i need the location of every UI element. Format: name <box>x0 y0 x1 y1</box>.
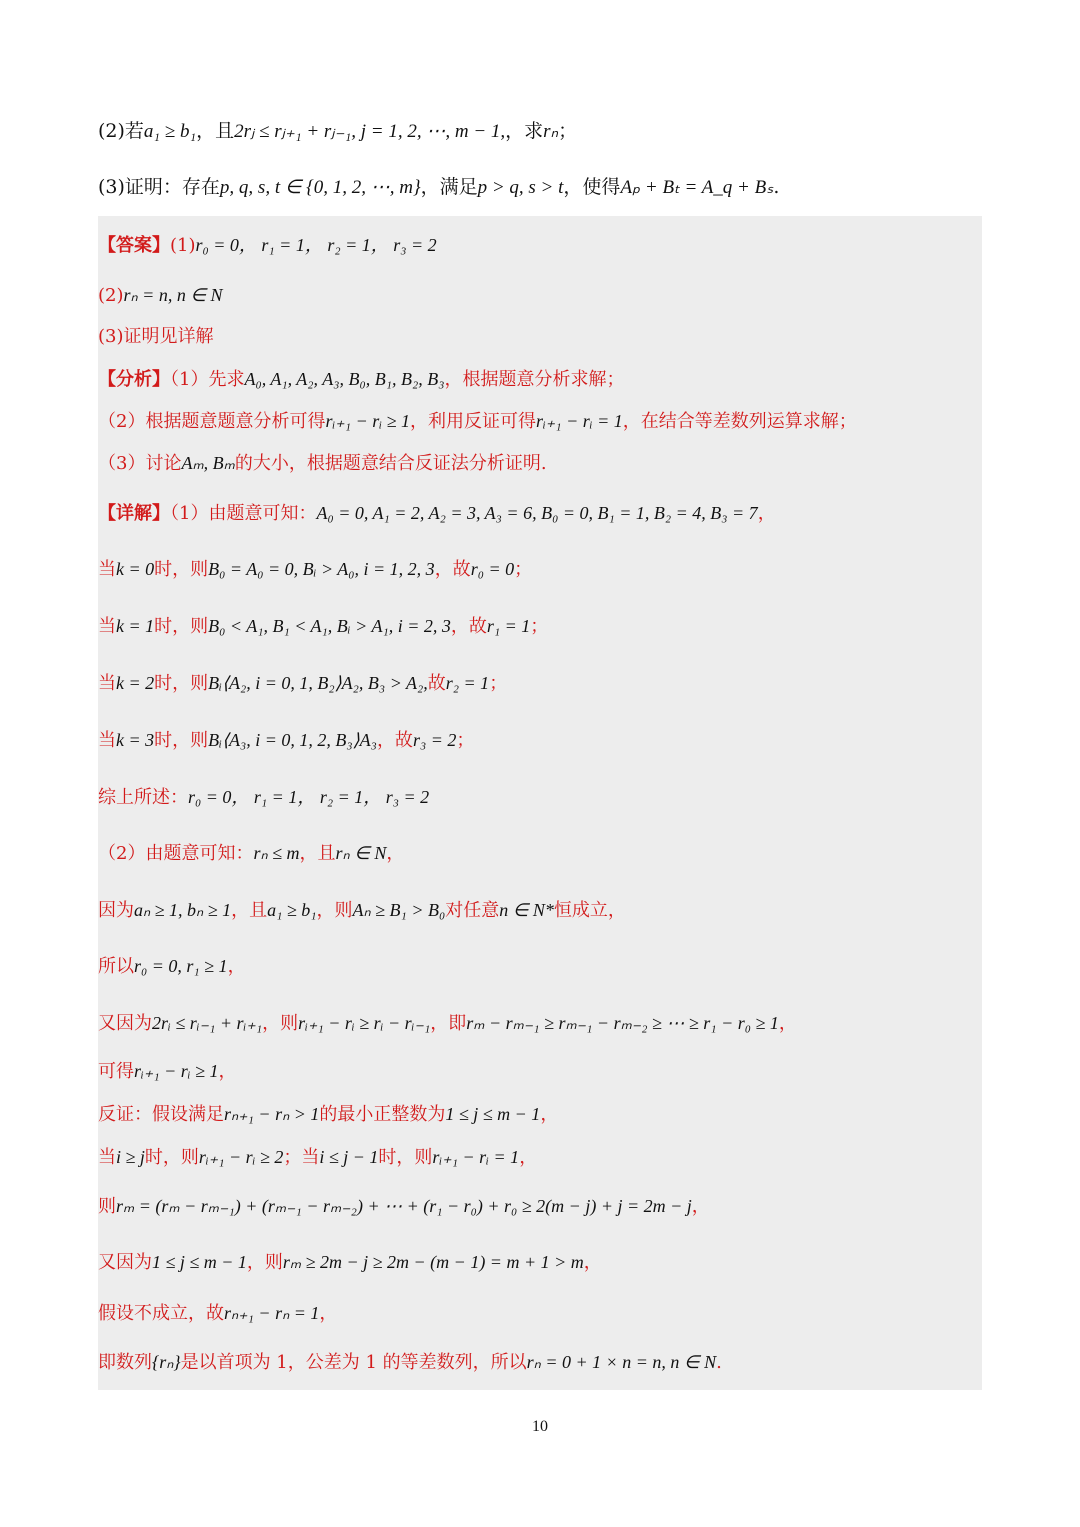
page-number: 10 <box>532 1418 548 1435</box>
answer-line-2: (2)rₙ = n, n ∈ N <box>98 285 223 306</box>
detail-when: 当i ≥ j时，则rᵢ₊₁ − rᵢ ≥ 2；当i ≤ j − 1时，则rᵢ₊₁ − rᵢ = 1， <box>98 1147 538 1168</box>
detail-k2: 当k = 2时，则Bᵢ⟨A₂, i = 0, 1, B₂⟩A₂, B₃ > A₂,故r₂ = 1； <box>98 673 508 694</box>
analysis-line-1: 【分析】（1）先求A₀, A₁, A₂, A₃, B₀, B₁, B₂, B₃，根据题意分析求解； <box>98 369 625 390</box>
answer-line-3: (3)证明见详解 <box>98 326 214 347</box>
detail-again: 又因为2rᵢ ≤ rᵢ₋₁ + rᵢ₊₁，则rᵢ₊₁ − rᵢ ≥ rᵢ − rᵢ₋₁，即rₘ − rₘ₋₁ ≥ rₘ₋₁ − rₘ₋₂ ≥ ⋯ ≥ r₁ − r₀ ≥ 1， <box>98 1013 797 1034</box>
answer-line-1: 【答案】(1)r₀ = 0， r₁ = 1， r₂ = 1， r₃ = 2 <box>98 235 437 256</box>
detail-false: 假设不成立，故rₙ₊₁ − rₙ = 1， <box>98 1303 338 1324</box>
detail-sequence: 即数列{rₙ}是以首项为 1，公差为 1 的等差数列，所以rₙ = 0 + 1 × n = n, n ∈ N. <box>98 1352 722 1373</box>
detail-because: 因为aₙ ≥ 1, bₙ ≥ 1，且a₁ ≥ b₁，则Aₙ ≥ B₁ > B₀对任意n ∈ N*恒成立， <box>98 900 626 921</box>
detail-then: 则rₘ = (rₘ − rₘ₋₁) + (rₘ₋₁ − rₘ₋₂) + ⋯ + (r₁ − r₀) + r₀ ≥ 2(m − j) + j = 2m − j， <box>98 1196 710 1217</box>
question-3: (3)证明：存在p, q, s, t ∈ {0, 1, 2, ⋯, m}，满足p > q, s > t，使得Aₚ + Bₜ = A_q + Bₛ. <box>98 176 780 198</box>
analysis-line-3: （3）讨论Aₘ, Bₘ的大小，根据题意结合反证法分析证明. <box>98 453 547 474</box>
question-2: (2)若a₁ ≥ b₁，且2rⱼ ≤ rⱼ₊₁ + rⱼ₋₁, j = 1, 2, ⋯, m − 1,，求rₙ； <box>98 120 578 142</box>
detail-so: 所以r₀ = 0, r₁ ≥ 1， <box>98 956 246 977</box>
detail-line-1: 【详解】（1）由题意可知：A₀ = 0, A₁ = 2, A₂ = 3, A₃ = 6, B₀ = 0, B₁ = 1, B₂ = 4, B₃ = 7， <box>98 503 776 524</box>
detail-k3: 当k = 3时，则Bᵢ⟨A₃, i = 0, 1, 2, B₃⟩A₃，故r₃ = 2； <box>98 730 475 751</box>
detail-k1: 当k = 1时，则B₀ < A₁, B₁ < A₁, Bᵢ > A₁, i = 2, 3，故r₁ = 1； <box>98 616 549 637</box>
detail-get: 可得rᵢ₊₁ − rᵢ ≥ 1， <box>98 1061 237 1082</box>
detail-also: 又因为1 ≤ j ≤ m − 1，则rₘ ≥ 2m − j ≥ 2m − (m − 1) = m + 1 > m， <box>98 1252 602 1273</box>
detail-summary: 综上所述：r₀ = 0， r₁ = 1， r₂ = 1， r₃ = 2 <box>98 787 430 808</box>
analysis-line-2: （2）根据题意题意分析可得rᵢ₊₁ − rᵢ ≥ 1，利用反证可得rᵢ₊₁ − rᵢ = 1，在结合等差数列运算求解； <box>98 411 857 432</box>
detail-contradiction: 反证：假设满足rₙ₊₁ − rₙ > 1的最小正整数为1 ≤ j ≤ m − 1， <box>98 1104 559 1125</box>
detail-k0: 当k = 0时，则B₀ = A₀ = 0, Bᵢ > A₀, i = 1, 2, 3，故r₀ = 0； <box>98 559 533 580</box>
detail-part-2: （2）由题意可知：rₙ ≤ m，且rₙ ∈ N， <box>98 843 405 864</box>
